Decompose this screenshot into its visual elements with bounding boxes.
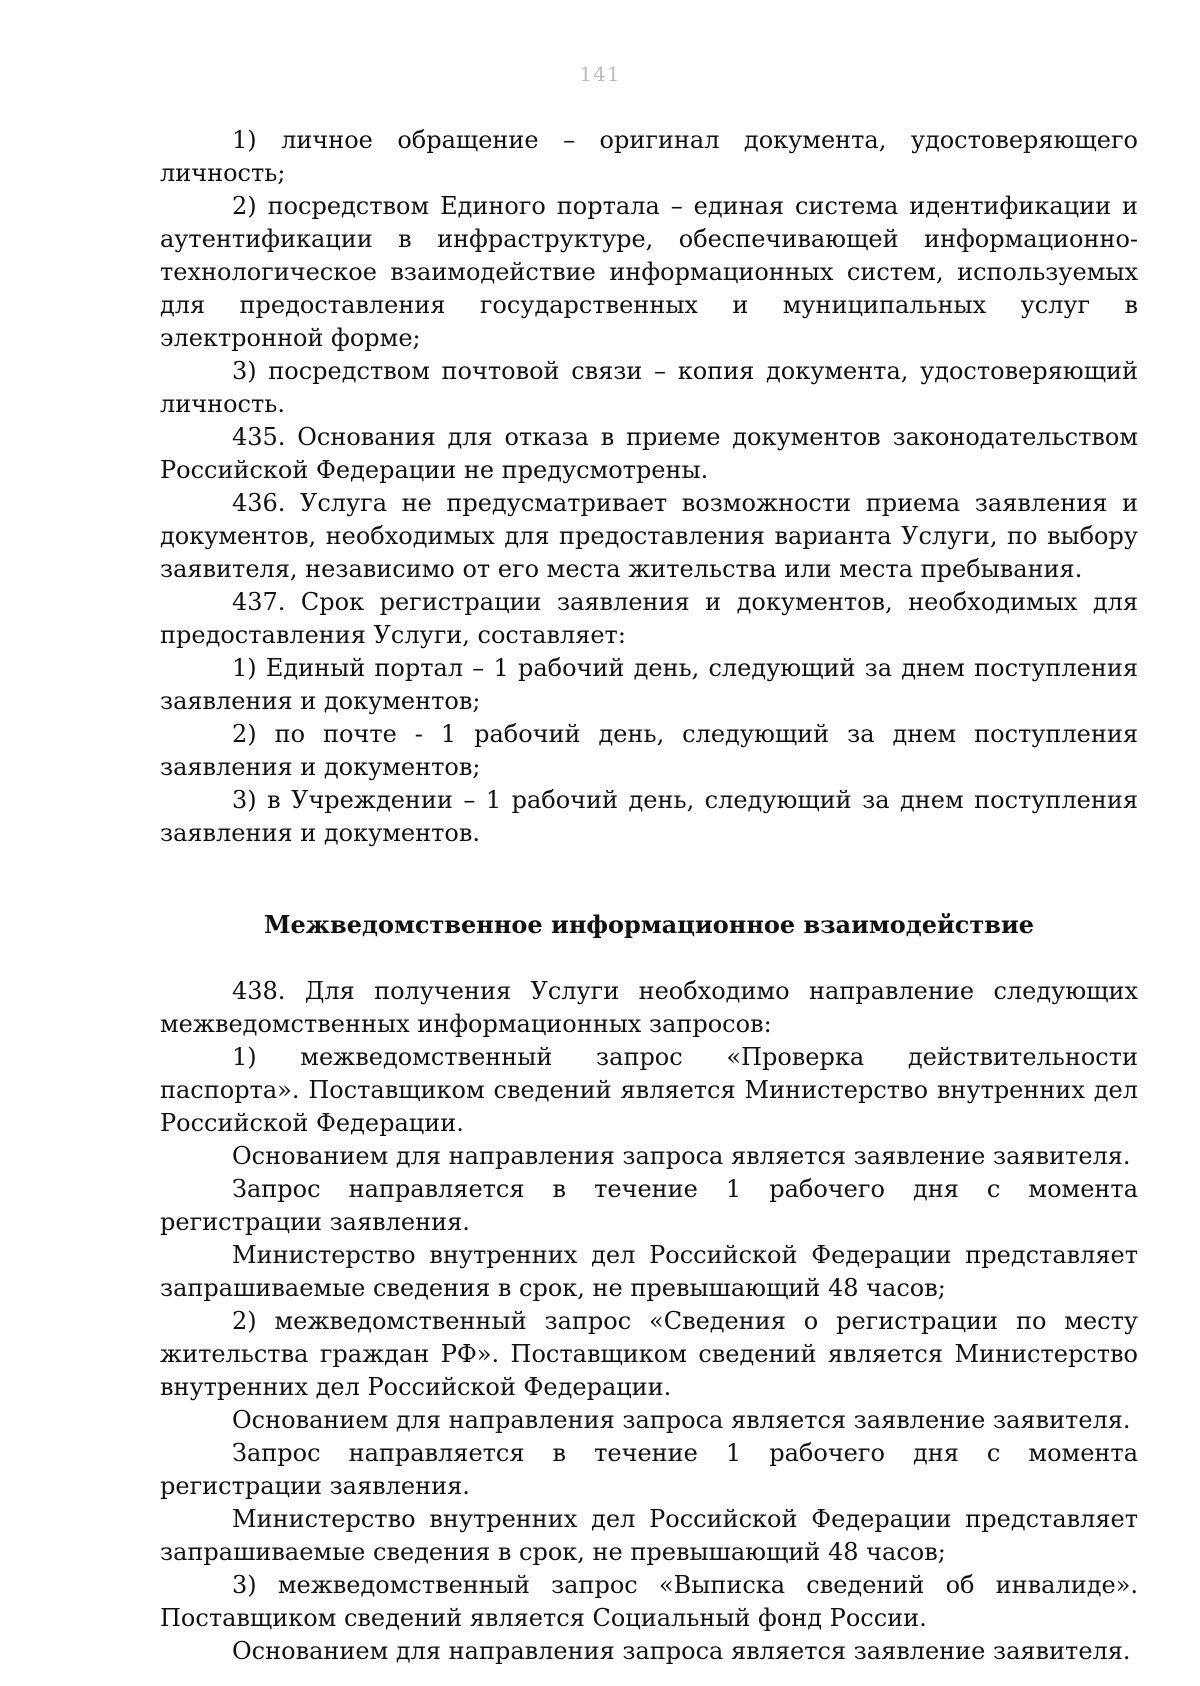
paragraph: 1) межведомственный запрос «Проверка действительности паспорта». Поставщиком сведений является Министерство внутренних дел Российской Федерации. — [160, 1043, 1138, 1137]
paragraph: 1) Единый портал – 1 рабочий день, следующий за днем поступления заявления и документов; — [160, 654, 1138, 715]
paragraph: Основанием для направления запроса является заявление заявителя. — [232, 1406, 1131, 1434]
document-body — [160, 124, 1138, 1668]
paragraph: 3) межведомственный запрос «Выписка сведений об инвалиде». Поставщиком сведений является Социальный фонд России. — [160, 1571, 1138, 1632]
paragraph: 436. Услуга не предусматривает возможности приема заявления и документов, необходимых для предоставления варианта Услуги, по выбору заявителя, независимо от его места жительства или места пребывания. — [160, 489, 1138, 583]
paragraph: Запрос направляется в течение 1 рабочего дня с момента регистрации заявления. — [160, 1175, 1138, 1236]
paragraph: 1) личное обращение – оригинал документа, удостоверяющего личность; — [160, 126, 1138, 187]
paragraph: 2) посредством Единого портала – единая система идентификации и аутентификации в инфраструктуре, обеспечивающей информационно-технологическое взаимодействие информационных систем, используемых для предоставления государственных и муниципальных услуг в электронной форме; — [160, 192, 1138, 352]
paragraph: 438. Для получения Услуги необходимо направление следующих межведомственных информационных запросов: — [160, 977, 1138, 1038]
paragraph: Министерство внутренних дел Российской Федерации представляет запрашиваемые сведения в срок, не превышающий 48 часов; — [160, 1505, 1138, 1566]
paragraph: Основанием для направления запроса является заявление заявителя. — [232, 1142, 1131, 1170]
paragraph: 2) межведомственный запрос «Сведения о регистрации по месту жительства граждан РФ». Поставщиком сведений является Министерство внутренних дел Российской Федерации. — [160, 1307, 1138, 1401]
paragraph: Министерство внутренних дел Российской Федерации представляет запрашиваемые сведения в срок, не превышающий 48 часов; — [160, 1241, 1138, 1302]
page-number: 141 — [579, 62, 621, 86]
paragraph: 3) в Учреждении – 1 рабочий день, следующий за днем поступления заявления и документов. — [160, 786, 1138, 847]
section-heading: Межведомственное информационное взаимодействие — [263, 910, 1035, 939]
paragraph: Основанием для направления запроса является заявление заявителя. — [232, 1637, 1131, 1665]
paragraph: 435. Основания для отказа в приеме документов законодательством Российской Федерации не предусмотрены. — [160, 423, 1138, 484]
paragraph: Запрос направляется в течение 1 рабочего дня с момента регистрации заявления. — [160, 1439, 1138, 1500]
paragraph: 437. Срок регистрации заявления и документов, необходимых для предоставления Услуги, составляет: — [160, 588, 1138, 649]
paragraph: 3) посредством почтовой связи – копия документа, удостоверяющий личность. — [160, 357, 1138, 418]
paragraph: 2) по почте - 1 рабочий день, следующий за днем поступления заявления и документов; — [160, 720, 1138, 781]
